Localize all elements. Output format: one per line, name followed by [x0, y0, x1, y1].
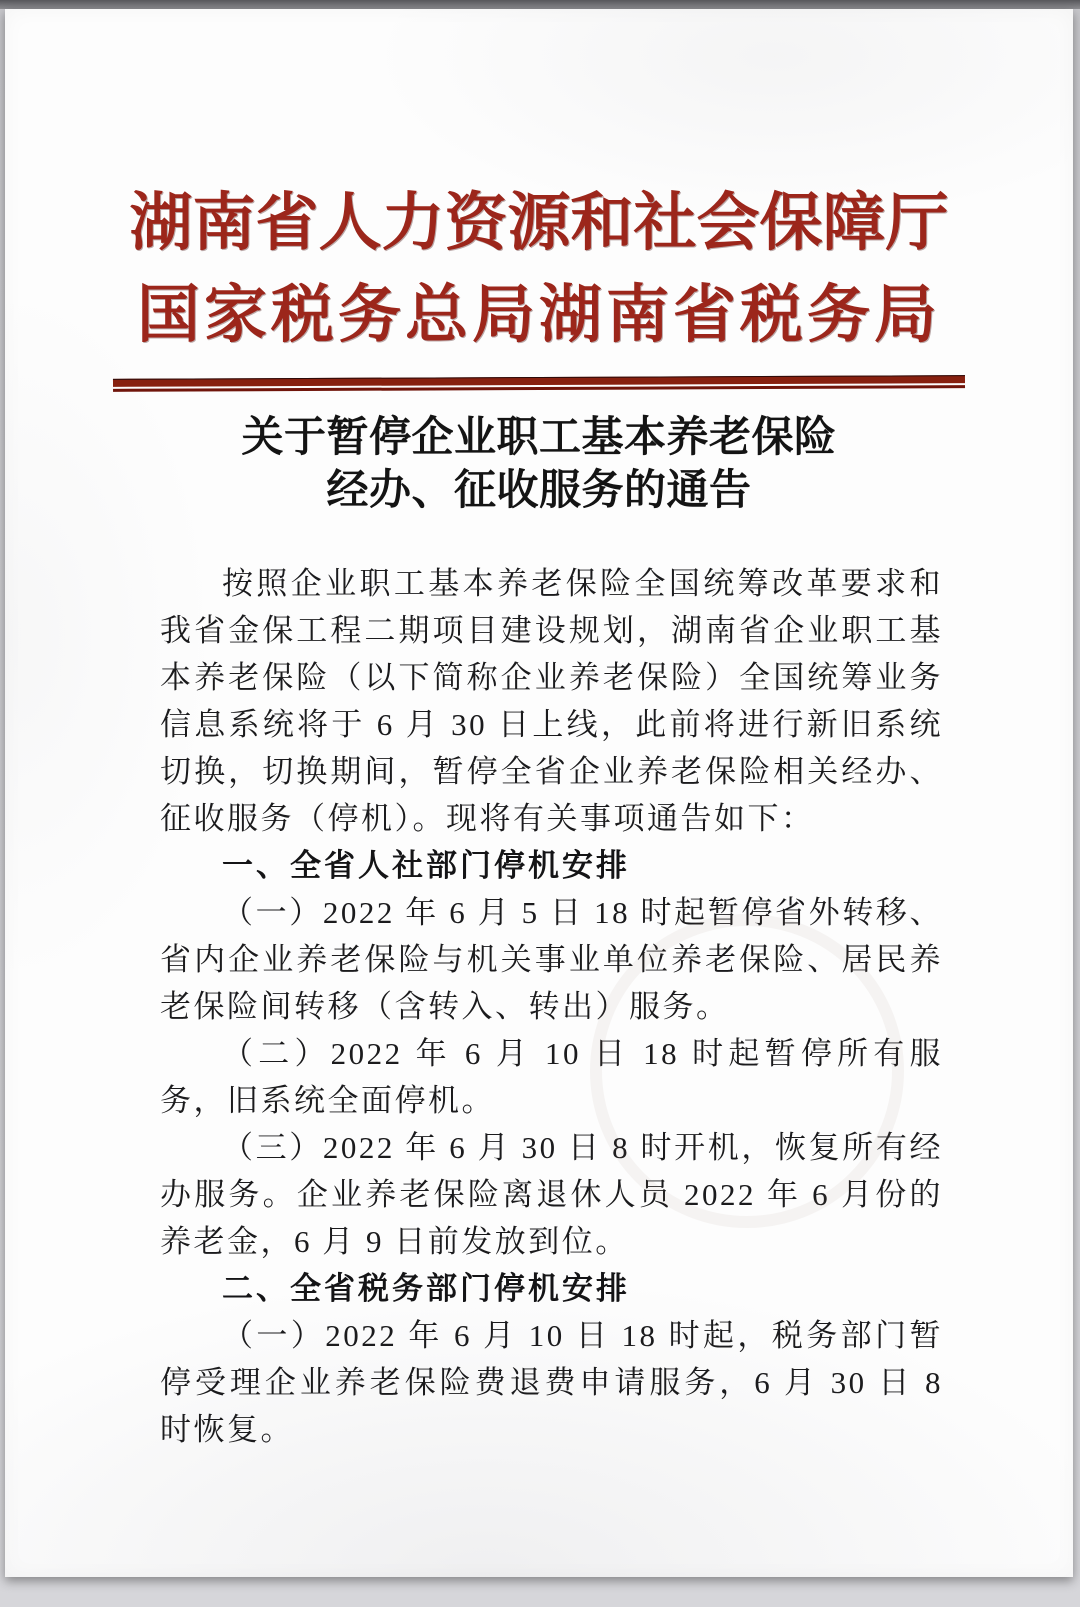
- notice-body: [5, 560, 1073, 1453]
- agency-header-line-1: 湖南省人力资源和社会保障厅: [129, 188, 949, 258]
- section-heading-tax: 二、全省税务部门停机安排: [222, 1270, 630, 1306]
- paragraph-tax-item-1: （一）2022 年 6 月 10 日 18 时起，税务部门暂停受理企业养老保险费退费申请服务，6 月 30 日 8 时恢复。: [160, 1317, 943, 1447]
- section-heading-hr-social-security: 一、全省人社部门停机安排: [222, 847, 630, 883]
- notice-title-line-1: 关于暂停企业职工基本养老保险: [241, 414, 837, 461]
- agency-header: [5, 177, 1073, 361]
- paragraph-hr-item-2: （二）2022 年 6 月 10 日 18 时起暂停所有服务，旧系统全面停机。: [160, 1035, 943, 1118]
- notice-title: [5, 412, 1073, 518]
- paragraph-hr-item-3: （三）2022 年 6 月 30 日 8 时开机，恢复所有经办服务。企业养老保险离退休人员 2022 年 6 月份的养老金，6 月 9 日前发放到位。: [160, 1129, 943, 1259]
- red-divider-rule: [113, 375, 965, 391]
- paragraph-intro: 按照企业职工基本养老保险全国统筹改革要求和我省金保工程二期项目建设规划，湖南省企业职工基本养老保险（以下简称企业养老保险）全国统筹业务信息系统将于 6 月 30 日上线，此前将进行新旧系统切换，切换期间，暂停全省企业养老保险相关经办、征收服务（停机）。现将有关事项通告如下：: [160, 565, 943, 836]
- agency-header-line-2: 国家税务总局湖南省税务局: [137, 280, 941, 350]
- paper-sheet: [5, 9, 1073, 1577]
- paragraph-hr-item-1: （一）2022 年 6 月 5 日 18 时起暂停省外转移、省内企业养老保险与机关事业单位养老保险、居民养老保险间转移（含转入、转出）服务。: [160, 894, 943, 1024]
- notice-title-line-2: 经办、征收服务的通告: [326, 467, 752, 514]
